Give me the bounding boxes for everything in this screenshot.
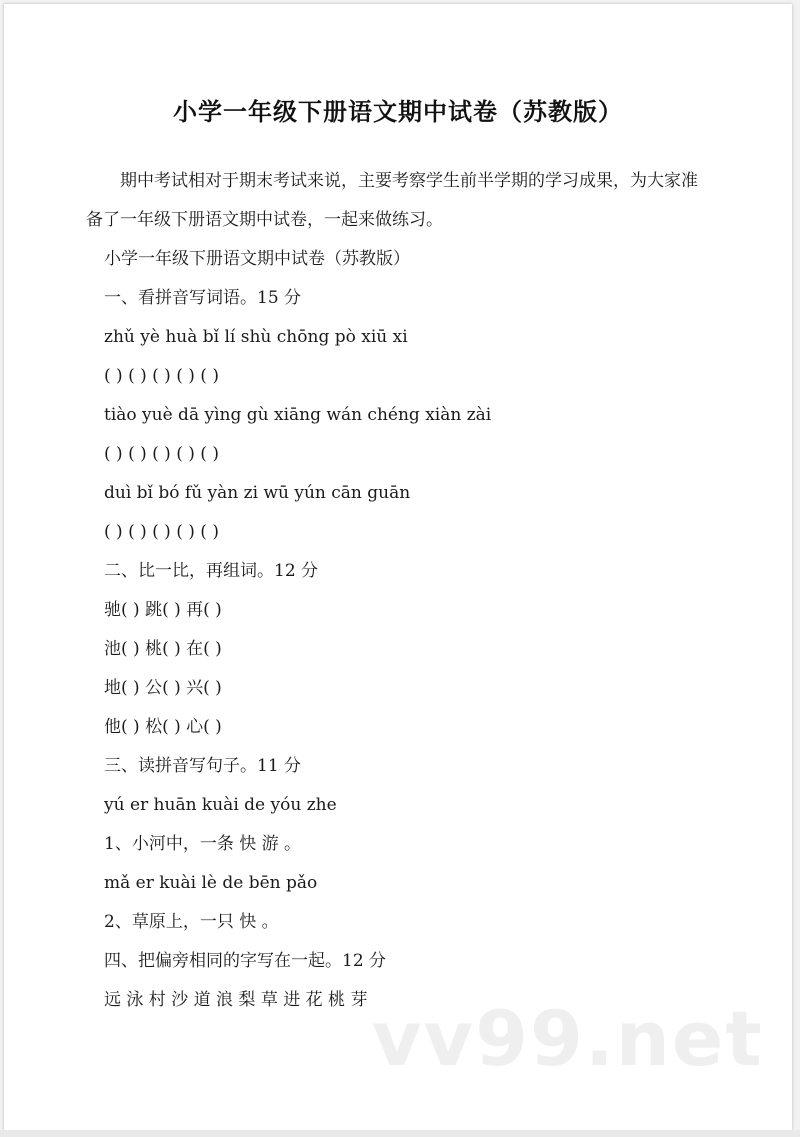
answer-blanks: ( ) ( ) ( ) ( ) ( ) <box>104 522 219 542</box>
section-4-heading: 四、把偏旁相同的字写在一起。12 分 <box>104 951 387 971</box>
intro-paragraph: 期中考试相对于期末考试来说，主要考察学生前半学期的学习成果，为大家准备了一年级下册语文期中试卷，一起来做练习。 <box>86 171 698 230</box>
compare-row: 地( ) 公( ) 兴( ) <box>104 678 222 698</box>
pinyin-line: yú er huān kuài de yóu zhe <box>104 795 337 815</box>
compare-row: 池( ) 桃( ) 在( ) <box>104 639 222 659</box>
section-3-heading: 三、读拼音写句子。11 分 <box>104 756 302 776</box>
watermark: vv99.net <box>372 994 764 1083</box>
compare-row: 他( ) 松( ) 心( ) <box>104 717 222 737</box>
answer-blanks: ( ) ( ) ( ) ( ) ( ) <box>104 444 219 464</box>
sentence-item: 2、草原上，一只 快 。 <box>104 912 279 932</box>
pinyin-line: zhǔ yè huà bǐ lí shù chōng pò xiū xi <box>104 327 408 347</box>
page-title: 小学一年级下册语文期中试卷（苏教版） <box>173 98 623 126</box>
pinyin-line: mǎ er kuài lè de bēn pǎo <box>104 873 318 893</box>
subtitle-line: 小学一年级下册语文期中试卷（苏教版） <box>104 249 410 269</box>
sentence-item: 1、小河中，一条 快 游 。 <box>104 834 302 854</box>
bottom-border <box>0 1130 800 1137</box>
section-2-heading: 二、比一比，再组词。12 分 <box>104 561 319 581</box>
pinyin-line: duì bǐ bó fǔ yàn zi wū yún cān guān <box>104 483 411 503</box>
character-list: 远 泳 村 沙 道 浪 梨 草 进 花 桃 芽 <box>104 990 368 1010</box>
answer-blanks: ( ) ( ) ( ) ( ) ( ) <box>104 366 219 386</box>
pinyin-line: tiào yuè dā yìng gù xiāng wán chéng xiàn zài <box>104 405 492 425</box>
document-page <box>4 4 792 1130</box>
compare-row: 驰( ) 跳( ) 再( ) <box>104 600 222 620</box>
section-1-heading: 一、看拼音写词语。15 分 <box>104 288 302 308</box>
exam-content <box>104 240 724 1020</box>
